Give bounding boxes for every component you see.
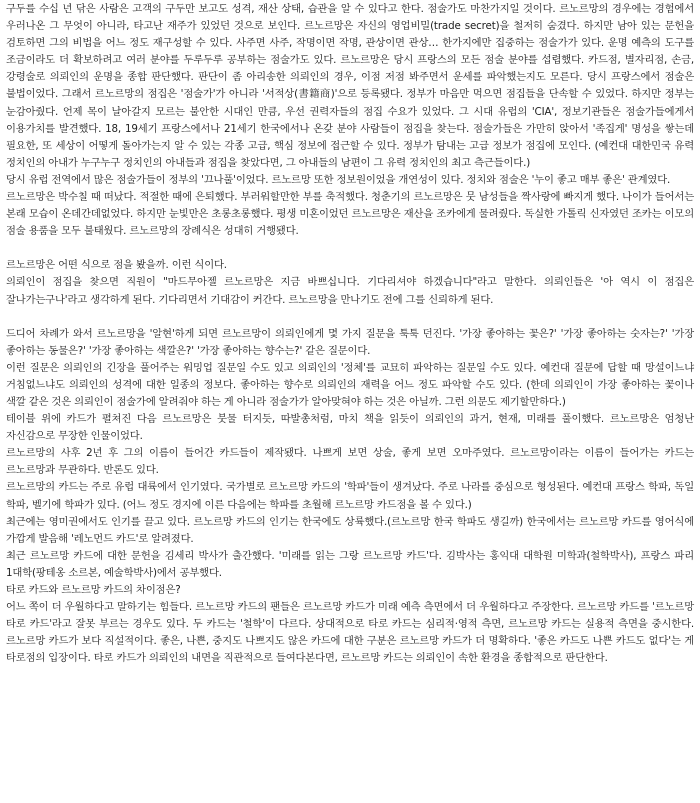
paragraph-posthumous-cards: 르노르망의 사후 2년 후 그의 이름이 들어간 카드들이 제작됐다. 나쁘게 보면 상술, 좋게 보면 오마주였다. 르노르망이라는 이름이 들어가는 카드는 르노르망과 무관하다. 반론도 있다. xyxy=(6,447,694,477)
paragraph-question-purpose: 이런 질문은 의뢰인의 긴장을 풀어주는 워밍업 질문일 수도 있고 의뢰인의 '정체'를 교묘히 파악하는 질문일 수도 있다. 예컨대 질문에 답할 때 망설이느냐 거침없느냐도 의뢰인의 성격에 대한 일종의 정보다. 좋아하는 향수로 의뢰인의 재력을 어느 정도 파악할 수도 있다. (한데 의뢰인이 가장 좋아하는 꽃이나 색깔 같은 것은 의뢰인이 점술가에 알려줘야 하는 게 아니라 점술가가 알아맞혀야 하는 것은 아닐까. 그런 의문도 제기할만하다.) xyxy=(6,361,694,408)
paragraph-how-she-read: 르노르망은 어떤 식으로 점을 봤을까. 이런 식이다. xyxy=(6,259,227,272)
paragraph-spacer xyxy=(6,309,694,326)
paragraph-tarot-comparison: 어느 쪽이 더 우월하다고 말하기는 힘들다. 르노르망 카드의 팬들은 르노르망 카드가 미래 예측 측면에서 더 우월하다고 주장한다. 르노르망 카드를 '르노르망 타로 카드'라고 잘못 부르는 경우도 있다. 두 카드는 '철학'이 다르다. 상대적으로 타로 카드는 심리적·영적 측면, 르노르망 카드는 실용적 측면을 중시한다. 르노르망 카드가 보다 직설적이다. 좋은, 나쁜, 중지도 나쁘지도 않은 카드에 대한 구분은 르노르망 카드가 더 명확하다. '좋은 카드도 나쁜 카드도 없다'는 게 타로점의 입장이다. 타로 카드가 의뢰인의 내면을 직관적으로 들여다본다면, 르노르망 카드는 의뢰인이 속한 환경을 종합적으로 판단한다. xyxy=(6,601,694,665)
paragraph-card-reading: 테이블 위에 카드가 펼쳐진 다음 르노르망은 붓물 터지듯, 따발총처럼, 마치 책을 읽듯이 의뢰인의 과거, 현재, 미래를 풀이했다. 르노르망은 엄청난 자신감으로 무장한 인물이었다. xyxy=(6,413,694,443)
paragraph-government-informant: 당시 유럽 전역에서 많은 점술가들이 정부의 '끄나풀'이었다. 르노르망 또한 정보원이었을 개연성이 있다. 정치와 점술은 '누이 좋고 매부 좋은' 관계였다. xyxy=(6,173,671,186)
paragraph-waiting-room: 의뢰인이 점집을 찾으면 직원이 "마드무아젤 르노르망은 지금 바쁘십니다. 기다리셔야 하겠습니다"라고 말한다. 의뢰인들은 '아 역시 이 점집은 잘나가는구나'라고 생각하게 된다. 기다리면서 기대감이 커간다. 르노르망을 만나기도 전에 그를 신뢰하게 된다. xyxy=(6,276,694,306)
paragraph-questions: 드디어 차례가 와서 르노르망을 '알현'하게 되면 르노르망이 의뢰인에게 몇 가지 질문을 툭툭 던진다. '가장 좋아하는 꽃은?' '가장 좋아하는 숫자는?' '가장 좋아하는 동물은?' '가장 좋아하는 색깔은?' '가장 좋아하는 향수는?' 같은 질문이다. xyxy=(6,327,694,357)
paragraph-question-heading: 타로 카드와 르노르망 카드의 차이점은? xyxy=(6,584,181,596)
paragraph-new-book: 최근 르노르망 카드에 대한 문헌을 김세리 박사가 출간했다. '미래를 읽는 그랑 르노르망 카드'다. 김박사는 홍익대 대학원 미학과(철학박사), 프랑스 파리 1대학(팡테옹 소르본, 예술학박사)에서 공부했다. xyxy=(6,549,694,579)
paragraph-popularity: 최근에는 영미권에서도 인기를 끌고 있다. 르노르망 카드의 인기는 한국에도 상륙했다.(르노르망 한국 학파도 생길까) 한국에서는 르노르망 카드를 영어식에 가깝게 발음해 '레노먼드 카드'로 알려졌다. xyxy=(6,515,694,545)
paragraph-fortune-teller-intro: 구두를 수십 년 닦은 사람은 고객의 구두만 보고도 성격, 재산 상태, 습관을 알 수 있다고 한다. 점술가도 마찬가지일 것이다. 르노르망의 경우에는 경험에서 우러나온 그 무엇이 아니라, 타고난 재주가 있었던 것으로 보인다. 르노르망은 자신의 영업비밀(trade secret)을 철저히 숨겼다. 하지만 남아 있는 문헌을 검토하면 그의 비법을 어느 정도 재구성할 수 있다. 사주면 사주, 작명이면 작명, 관상이면 관상… 한가지에만 집중하는 점술가가 있다. 운명 예측의 도구를 조금이라도 더 확보하려고 여러 분야를 두루두루 공부하는 점술가도 있다. 르노르망은 당시 프랑스의 모든 점술 분야를 섭렵했다. 카드점, 별자리점, 손금, 강령술로 의뢰인의 운명을 종합 판단했다. 판단이 좀 아리송한 의뢰인의 경우, 이점 저점 봐주면서 운세를 파악했는지도 모른다. 당시 프랑스에서 점술은 불법이었다. 그래서 르노르망의 점집은 '점술가'가 아니라 '서적상(書籍商)'으로 등록됐다. 정부가 마음만 먹으면 점집들을 단속할 수 있었다. 하지만 정부는 눈감아줬다. 언제 목이 날아갈지 모르는 불안한 시대인 만큼, 우선 권력자들의 점집 수요가 있었다. 그 시대 유럽의 'CIA', 정보기관들은 점술가들에게서 이용가치를 발견했다. 18, 19세기 프랑스에서나 21세기 한국에서나 온갖 분야 사람들이 점집을 찾는다. 점술가들은 가만히 앉아서 '족집게' 명성을 쌓는데 필요한, 또 세상이 어떻게 돌아가는지 알 수 있는 각종 고급, 핵심 정보에 접근할 수 있다. 정부가 탐내는 고급 정보가 점집에 모인다. (예컨대 대한민국 유력 정치인의 아내가 누구누구 정치인의 아내들과 점집을 찾았다면, 그 아내들의 남편이 그 유력 정치인의 최고 측근들이다.) xyxy=(6,3,694,169)
paragraph-schools: 르노르망의 카드는 주로 유럽 대륙에서 인기였다. 국가별로 르노르망 카드의 '학파'들이 생겨났다. 주로 나라를 중심으로 형성된다. 예컨대 프랑스 학파, 독일 학파, 벨기에 학파가 있다. (어느 정도 경지에 이른 다음에는 학파를 초월해 르노르망 카드점을 볼 수 있다.) xyxy=(6,481,694,511)
paragraph-spacer xyxy=(6,240,694,257)
paragraph-retirement: 르노르망은 박수칠 때 떠났다. 적절한 때에 은퇴했다. 부러워할만한 부를 축적했다. 청춘기의 르노르망은 뭇 남성들을 짝사랑에 빠지게 했다. 나이가 들어서는 본래 모습이 온데간데없었다. 하지만 눈빛만은 초롱초롱했다. 평생 미혼이었던 르노르망은 재산을 조카에게 물려줬다. 독실한 가톨릭 신자였던 조카는 이모의 점술 용품을 모두 불태웠다. 르노르망의 장례식은 성대히 거행됐다. xyxy=(6,191,694,238)
